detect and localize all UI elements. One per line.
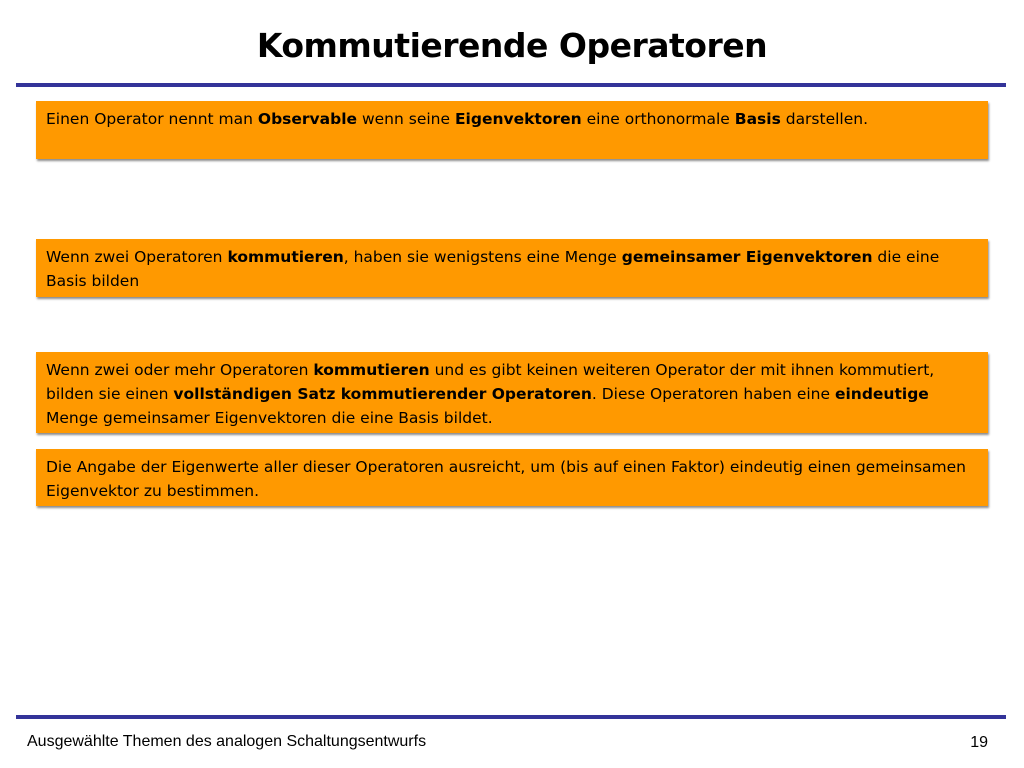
emphasized-term: Observable <box>257 110 358 128</box>
emphasized-term: eindeutige <box>834 385 929 403</box>
text-segment: Einen Operator nennt man <box>46 110 258 128</box>
text-box-complete-set <box>36 352 988 433</box>
slide-title: Kommutierende Operatoren <box>256 26 768 65</box>
emphasized-term: vollständigen Satz kommutierender Operatoren <box>173 385 592 403</box>
text-segment: und es gibt keinen weiteren Operator der mit ihnen kommutiert, bilden sie einen <box>46 361 935 403</box>
text-segment: darstellen. <box>780 110 869 128</box>
emphasized-term: kommutieren <box>227 248 344 266</box>
footer-divider <box>16 715 1006 719</box>
emphasized-term: gemeinsamer Eigenvektoren <box>621 248 873 266</box>
text-segment: . Diese Operatoren haben eine <box>591 385 835 403</box>
text-segment: wenn seine <box>357 110 455 128</box>
text-segment: Die Angabe der Eigenwerte aller dieser Operatoren ausreicht, um (bis auf einen Faktor) eindeutig einen gemeinsamen Eigenvektor zu bestimmen. <box>46 458 967 500</box>
text-segment: Wenn zwei oder mehr Operatoren <box>46 361 314 379</box>
title-divider <box>16 83 1006 87</box>
emphasized-term: kommutieren <box>313 361 430 379</box>
emphasized-term: Eigenvektoren <box>454 110 582 128</box>
text-segment: eine orthonormale <box>581 110 735 128</box>
text-box-eigenvalues <box>36 449 988 506</box>
text-box-observable <box>36 101 988 159</box>
text-segment: Menge gemeinsamer Eigenvektoren die eine Basis bildet. <box>46 409 493 427</box>
text-segment: , haben sie wenigstens eine Menge <box>343 248 622 266</box>
footer-course-title: Ausgewählte Themen des analogen Schaltungsentwurfs <box>27 733 427 750</box>
text-box-commuting-operators <box>36 239 988 297</box>
page-number: 19 <box>970 734 988 751</box>
text-segment: die eine Basis bilden <box>46 248 940 290</box>
text-segment: Wenn zwei Operatoren <box>46 248 228 266</box>
emphasized-term: Basis <box>734 110 781 128</box>
